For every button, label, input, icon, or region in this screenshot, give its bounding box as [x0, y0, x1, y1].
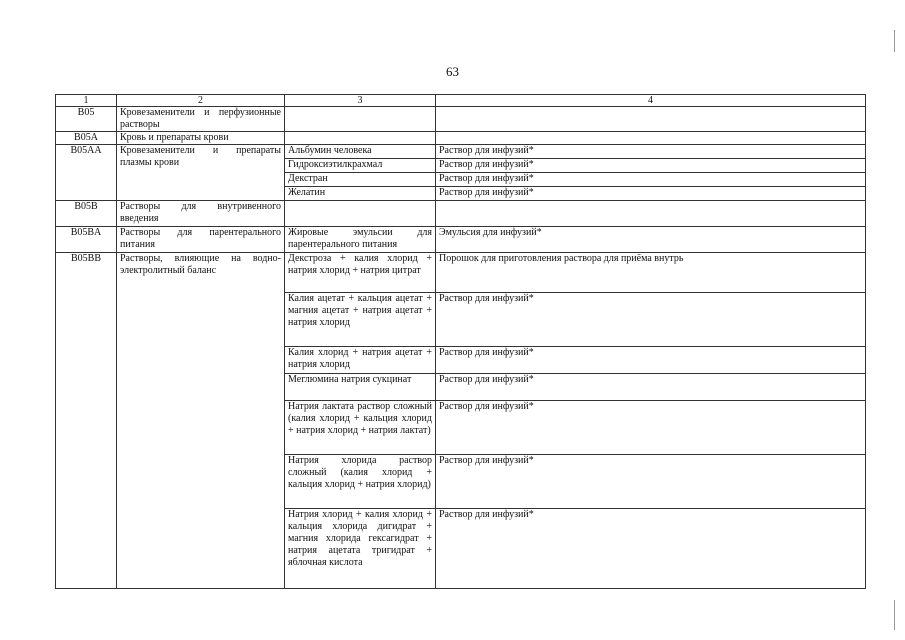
- header-cell: 1: [56, 95, 117, 107]
- substance-cell: Натрия лактата раствор сложный (калия хлорид + кальция хлорид + натрия хлорид + натрия лактат): [285, 401, 436, 455]
- dosage-form-cell: Раствор для инфузий*: [436, 173, 866, 187]
- atc-code: B05BB: [56, 253, 117, 589]
- dosage-form-cell: [436, 201, 866, 227]
- atc-code: B05AA: [56, 145, 117, 201]
- dosage-form-cell: Эмульсия для инфузий*: [436, 227, 866, 253]
- substance-cell: Гидроксиэтилкрахмал: [285, 159, 436, 173]
- substance-cell: [285, 201, 436, 227]
- substance-cell: [285, 107, 436, 132]
- table-row: [56, 227, 866, 253]
- table-row: [56, 132, 866, 145]
- dosage-form-cell: Раствор для инфузий*: [436, 455, 866, 509]
- dosage-form-cell: Раствор для инфузий*: [436, 374, 866, 401]
- header-cell: 4: [436, 95, 866, 107]
- substance-cell: Калия ацетат + кальция ацетат + магния ацетат + натрия ацетат + натрия хлорид: [285, 293, 436, 347]
- substance-cell: [285, 132, 436, 145]
- scan-edge-mark: [894, 30, 895, 52]
- table-row: [56, 253, 866, 293]
- table-row: [56, 201, 866, 227]
- substance-cell: Жировые эмульсии для парентерального питания: [285, 227, 436, 253]
- dosage-form-cell: Порошок для приготовления раствора для приёма внутрь: [436, 253, 866, 293]
- dosage-form-cell: Раствор для инфузий*: [436, 509, 866, 589]
- group-name: Растворы для парентерального питания: [117, 227, 285, 253]
- substance-cell: Декстран: [285, 173, 436, 187]
- dosage-form-cell: Раствор для инфузий*: [436, 187, 866, 201]
- dosage-form-cell: Раствор для инфузий*: [436, 293, 866, 347]
- atc-code: B05B: [56, 201, 117, 227]
- atc-code: B05: [56, 107, 117, 132]
- dosage-form-cell: [436, 107, 866, 132]
- substance-cell: Натрия хлорида раствор сложный (калия хлорид + кальция хлорид + натрия хлорид): [285, 455, 436, 509]
- dosage-form-cell: [436, 132, 866, 145]
- dosage-form-cell: Раствор для инфузий*: [436, 401, 866, 455]
- substance-cell: Альбумин человека: [285, 145, 436, 159]
- substance-cell: Декстроза + калия хлорид + натрия хлорид + натрия цитрат: [285, 253, 436, 293]
- substance-cell: Натрия хлорид + калия хлорид + кальция хлорида дигидрат + магния хлорида гексагидрат + натрия ацетата тригидрат + яблочная кислота: [285, 509, 436, 589]
- group-name: Кровь и препараты крови: [117, 132, 285, 145]
- group-name: Кровезаменители и перфузионные растворы: [117, 107, 285, 132]
- table-row: [56, 145, 866, 159]
- drug-table: [55, 94, 866, 589]
- header-cell: 3: [285, 95, 436, 107]
- atc-code: B05A: [56, 132, 117, 145]
- dosage-form-cell: Раствор для инфузий*: [436, 159, 866, 173]
- scan-edge-mark: [894, 600, 895, 630]
- dosage-form-cell: Раствор для инфузий*: [436, 347, 866, 374]
- substance-cell: Калия хлорид + натрия ацетат + натрия хлорид: [285, 347, 436, 374]
- dosage-form-cell: Раствор для инфузий*: [436, 145, 866, 159]
- table-row: [56, 107, 866, 132]
- group-name: Растворы для внутривенного введения: [117, 201, 285, 227]
- page-number: 63: [446, 64, 459, 79]
- header-cell: 2: [117, 95, 285, 107]
- atc-code: B05BA: [56, 227, 117, 253]
- header-row: [56, 95, 866, 107]
- substance-cell: Меглюмина натрия сукцинат: [285, 374, 436, 401]
- group-name: Кровезаменители и препараты плазмы крови: [117, 145, 285, 201]
- group-name: Растворы, влияющие на водно-электролитный баланс: [117, 253, 285, 589]
- substance-cell: Желатин: [285, 187, 436, 201]
